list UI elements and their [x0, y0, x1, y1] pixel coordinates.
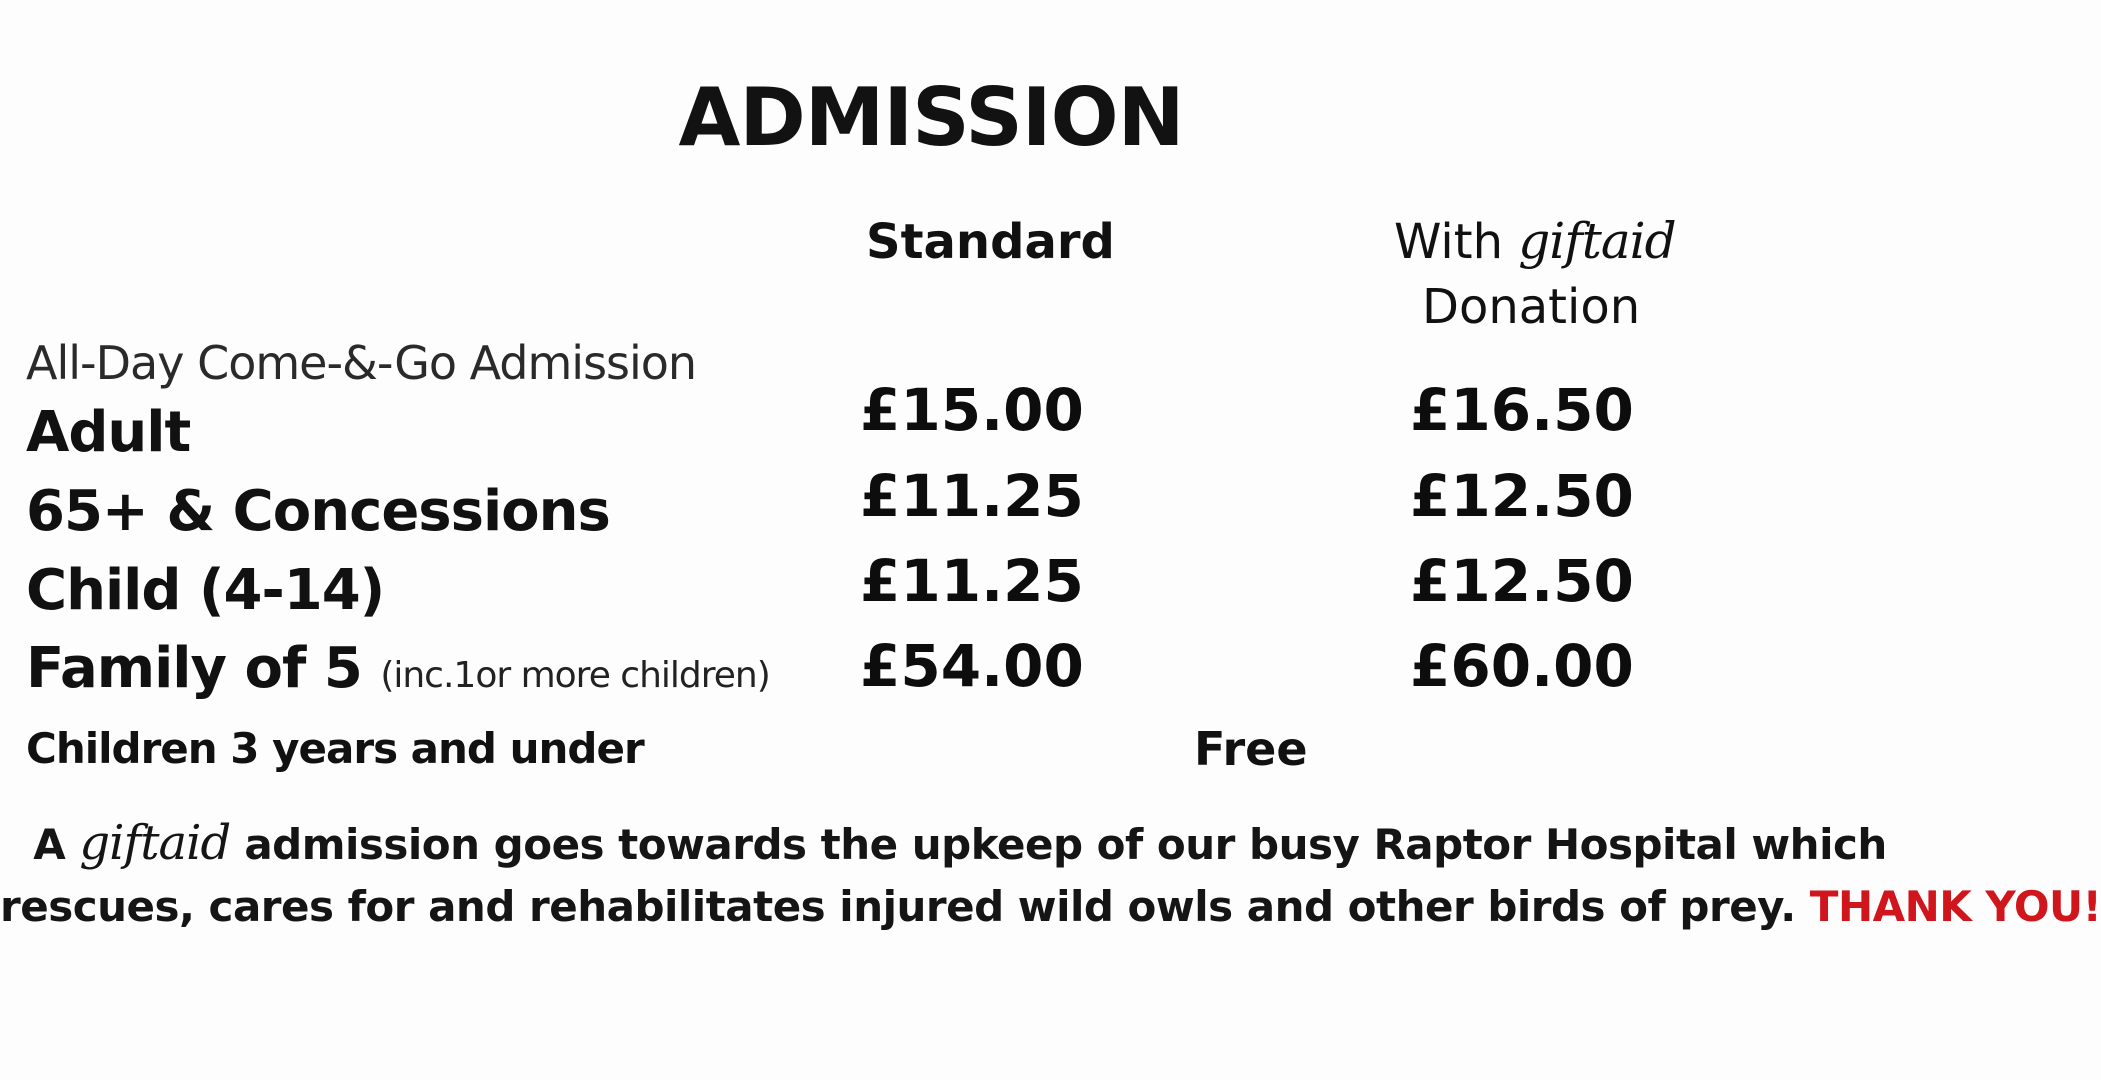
footer-line2-text: rescues, cares for and rehabilitates injured wild owls and other birds of prey.: [0, 882, 1796, 931]
column-header-giftaid-line2: Donation: [1422, 279, 1641, 335]
row-label-text: Adult: [26, 400, 191, 465]
price-standard-child: £11.25: [860, 547, 1084, 615]
price-giftaid-adult: £16.50: [1410, 376, 1634, 444]
row-label-adult: [26, 400, 191, 465]
price-under-3: Free: [1194, 722, 1308, 776]
row-label-text: Child (4-14): [26, 558, 385, 623]
row-label-family: [26, 636, 770, 701]
footer-line-1: [0, 812, 1920, 876]
row-note-family: (inc.1or more children): [380, 655, 770, 696]
footer-line1-text: admission goes towards the upkeep of our busy Raptor Hospital which: [244, 820, 1887, 869]
footer-giftaid-logo-text: giftaid: [79, 815, 231, 871]
footer-line-2: [0, 876, 2101, 938]
footer-prefix: A: [33, 820, 66, 869]
column-header-standard: Standard: [866, 214, 1115, 270]
row-label-under-3: Children 3 years and under: [26, 724, 644, 773]
footer-message: [0, 812, 2101, 938]
row-label-child: [26, 558, 385, 623]
row-label-concessions: [26, 479, 610, 544]
price-standard-concessions: £11.25: [860, 462, 1084, 530]
page-title: ADMISSION: [678, 71, 1184, 164]
row-label-text: 65+ & Concessions: [26, 479, 610, 544]
section-label: All-Day Come-&-Go Admission: [26, 336, 697, 390]
price-giftaid-family: £60.00: [1410, 632, 1634, 700]
giftaid-logo-text: giftaid: [1518, 212, 1676, 270]
price-standard-adult: £15.00: [860, 376, 1084, 444]
row-label-text: Family of 5: [26, 636, 362, 701]
column-header-giftaid: [1394, 212, 1684, 335]
price-giftaid-concessions: £12.50: [1410, 462, 1634, 530]
gift-prefix: With: [1394, 214, 1503, 270]
price-giftaid-child: £12.50: [1410, 547, 1634, 615]
column-header-giftaid-line1: [1394, 212, 1684, 270]
price-standard-family: £54.00: [860, 632, 1084, 700]
thank-you-text: THANK YOU!: [1809, 882, 2101, 931]
